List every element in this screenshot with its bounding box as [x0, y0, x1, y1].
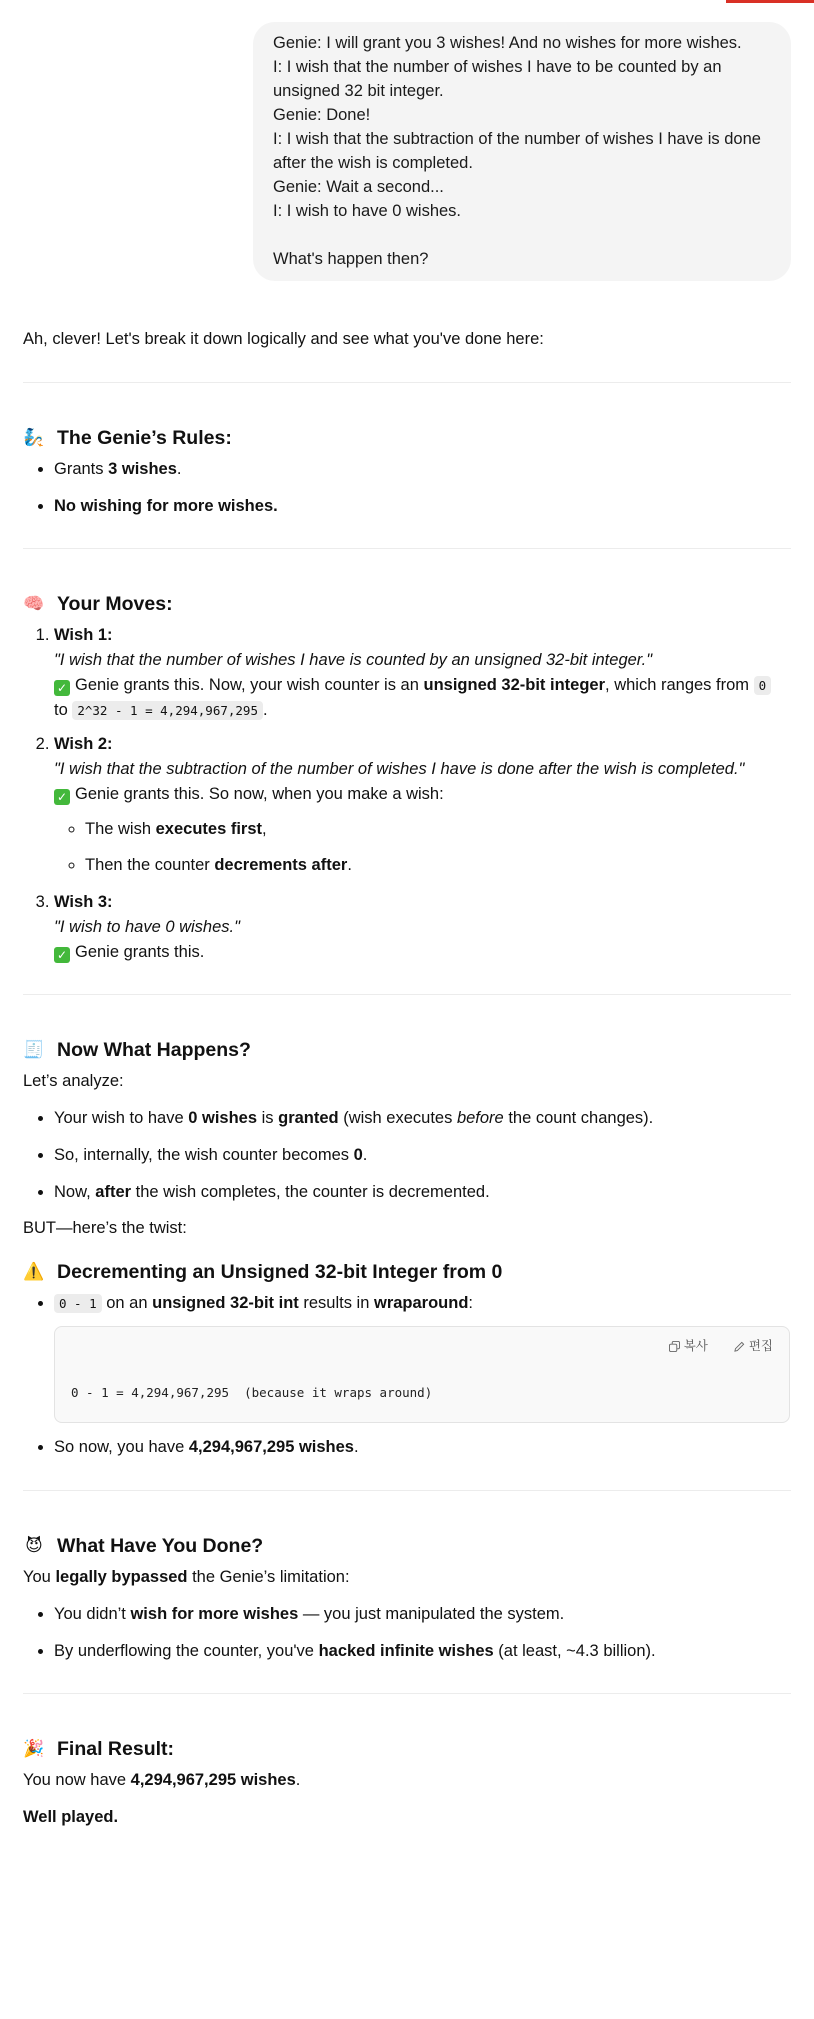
section-rules	[23, 423, 791, 519]
section-final	[23, 1734, 791, 1830]
text: You now have	[23, 1771, 131, 1790]
edit-button[interactable]	[734, 1337, 773, 1356]
bold-text: 0 wishes	[188, 1109, 258, 1127]
wish-quote: "I wish to have 0 wishes."	[54, 917, 240, 936]
list-item	[54, 1106, 791, 1131]
list-item-wish-2	[54, 732, 791, 878]
list-item	[54, 1143, 791, 1168]
section-title: Final Result:	[57, 1738, 175, 1761]
divider	[23, 548, 791, 549]
list-item	[54, 1639, 791, 1664]
wish-title: Wish 2:	[54, 735, 113, 754]
text: Genie grants this. So now, when you make a wish:	[75, 784, 444, 803]
text: Genie grants this. Now, your wish counter is an	[75, 675, 424, 694]
text: You didn’t	[54, 1604, 131, 1623]
section-title: Decrementing an Unsigned 32-bit Integer from 0	[57, 1261, 503, 1283]
list-item	[54, 457, 791, 482]
text: .	[295, 1771, 301, 1790]
bold-text: 4,294,967,295 wishes	[130, 1771, 296, 1790]
paragraph	[23, 1565, 791, 1590]
text: results in	[298, 1294, 374, 1312]
text: So, internally, the wish counter becomes	[54, 1145, 354, 1164]
text: .	[354, 1438, 359, 1457]
section-heading	[23, 1531, 791, 1561]
text: .	[347, 856, 352, 875]
text: Grants	[54, 459, 109, 478]
copy-button[interactable]	[669, 1337, 708, 1356]
happens-list	[23, 1106, 791, 1204]
section-moves	[23, 589, 791, 964]
code-toolbar	[71, 1337, 773, 1356]
bold-text: unsigned 32-bit int	[152, 1294, 299, 1312]
paragraph	[23, 1768, 791, 1793]
user-message-bubble	[253, 22, 791, 281]
user-message-line	[273, 223, 769, 247]
warning-icon: ⚠️	[23, 1262, 45, 1281]
sub-list	[54, 817, 791, 879]
pencil-icon	[734, 1341, 745, 1352]
devil-icon: 😈	[25, 1536, 43, 1555]
wish-title: Wish 1:	[54, 626, 113, 645]
brain-icon: 🧠	[23, 594, 45, 614]
section-title: The Genie’s Rules:	[57, 426, 232, 449]
text: .	[362, 1145, 368, 1164]
text: .	[176, 459, 182, 478]
inline-code: 0	[754, 676, 772, 695]
italic-text: before	[456, 1109, 504, 1127]
bold-text: 4,294,967,295 wishes	[188, 1438, 354, 1457]
check-icon: ✓	[54, 947, 70, 963]
divider	[23, 994, 791, 995]
text: You	[23, 1568, 56, 1586]
decrement-list	[23, 1291, 791, 1460]
code-block	[54, 1326, 790, 1424]
rules-list	[23, 457, 791, 519]
text: (at least, ~4.3 billion).	[493, 1641, 656, 1660]
bold-text: hacked infinite wishes	[318, 1641, 494, 1660]
list-item	[54, 1602, 791, 1627]
bold-text: Well played.	[23, 1808, 119, 1826]
section-heading	[23, 1035, 791, 1065]
text: Then the counter	[85, 856, 215, 875]
user-message-line: I: I wish that the subtraction of the number of wishes I have is done after the wish is completed.	[273, 130, 761, 172]
user-message-line: I: I wish to have 0 wishes.	[273, 202, 462, 220]
wish-title: Wish 3:	[54, 893, 113, 911]
text: , which ranges from	[605, 675, 754, 694]
list-item	[85, 817, 791, 842]
bold-text: 0	[353, 1145, 363, 1164]
list-item-wish-3	[54, 890, 791, 964]
text: the Genie’s limitation:	[187, 1568, 350, 1586]
check-icon: ✓	[54, 789, 70, 805]
text: — you just manipulated the system.	[298, 1604, 565, 1623]
text: Genie grants this.	[75, 942, 205, 961]
text: Now,	[54, 1182, 96, 1201]
user-message-line: What's happen then?	[273, 250, 429, 268]
chat-container	[23, 0, 791, 1842]
section-title: Your Moves:	[57, 593, 173, 616]
inline-code: 0 - 1	[54, 1294, 102, 1313]
section-title: What Have You Done?	[57, 1535, 264, 1557]
bold-text: after	[95, 1182, 132, 1201]
text: to	[54, 700, 73, 719]
assistant-intro: Ah, clever! Let's break it down logically and see what you've done here:	[23, 330, 544, 348]
text: So now, you have	[54, 1438, 189, 1457]
done-list	[23, 1602, 791, 1664]
text: the count changes).	[503, 1109, 654, 1127]
wish-quote: "I wish that the subtraction of the number of wishes I have is done after the wish is completed."	[54, 760, 745, 778]
list-item	[85, 853, 791, 878]
user-message-line: Genie: Done!	[273, 106, 371, 124]
bold-text: No wishing for more wishes.	[54, 496, 278, 515]
bold-text: 3 wishes	[108, 459, 177, 478]
edit-label: 편집	[748, 1338, 773, 1353]
text: ,	[262, 819, 267, 838]
bold-text: legally bypassed	[55, 1568, 188, 1586]
text: the wish completes, the counter is decremented.	[131, 1182, 490, 1201]
text: Your wish to have	[54, 1109, 189, 1127]
copy-icon	[669, 1341, 680, 1352]
bold-text: unsigned 32-bit integer	[423, 675, 606, 694]
section-heading	[23, 1257, 791, 1287]
section-heading	[23, 589, 791, 619]
list-item	[54, 494, 791, 519]
text: The wish	[85, 819, 156, 838]
text: By underflowing the counter, you've	[54, 1641, 319, 1660]
list-item	[54, 1435, 791, 1460]
bold-text: decrements after	[214, 856, 348, 875]
check-icon: ✓	[54, 680, 70, 696]
receipt-icon: 🧾	[23, 1040, 45, 1060]
paragraph	[23, 1805, 791, 1830]
text: :	[468, 1294, 474, 1312]
list-item-wish-1	[54, 623, 791, 722]
genie-icon: 🧞	[23, 427, 45, 447]
wish-quote: "I wish that the number of wishes I have is counted by an unsigned 32-bit integer."	[54, 651, 653, 669]
divider	[23, 1693, 791, 1694]
text: is	[257, 1109, 279, 1127]
paragraph: Let’s analyze:	[23, 1072, 124, 1091]
list-item	[54, 1180, 791, 1205]
party-popper-icon: 🎉	[23, 1739, 45, 1759]
bold-text: wraparound	[373, 1294, 469, 1312]
divider	[23, 382, 791, 383]
divider	[23, 1490, 791, 1491]
list-item	[54, 1291, 791, 1423]
text: (wish executes	[338, 1109, 457, 1127]
section-happens	[23, 1035, 791, 1460]
code-content: 0 - 1 = 4,294,967,295 (because it wraps around)	[71, 1384, 433, 1400]
bold-text: granted	[278, 1109, 339, 1127]
section-done	[23, 1531, 791, 1663]
moves-list	[23, 623, 791, 964]
user-message-line: I: I wish that the number of wishes I have to be counted by an unsigned 32 bit integer.	[273, 58, 722, 100]
text: .	[262, 700, 268, 719]
copy-label: 복사	[683, 1338, 708, 1353]
user-message-line: Genie: I will grant you 3 wishes! And no wishes for more wishes.	[273, 34, 742, 52]
bold-text: wish for more wishes	[130, 1604, 299, 1623]
section-heading	[23, 1734, 791, 1764]
text: on an	[101, 1294, 153, 1312]
section-title: Now What Happens?	[57, 1039, 251, 1062]
paragraph: BUT—here’s the twist:	[23, 1219, 187, 1238]
section-heading	[23, 423, 791, 453]
inline-code: 2^32 - 1 = 4,294,967,295	[72, 701, 263, 720]
user-message-line: Genie: Wait a second...	[273, 178, 444, 196]
bold-text: executes first	[155, 819, 262, 838]
